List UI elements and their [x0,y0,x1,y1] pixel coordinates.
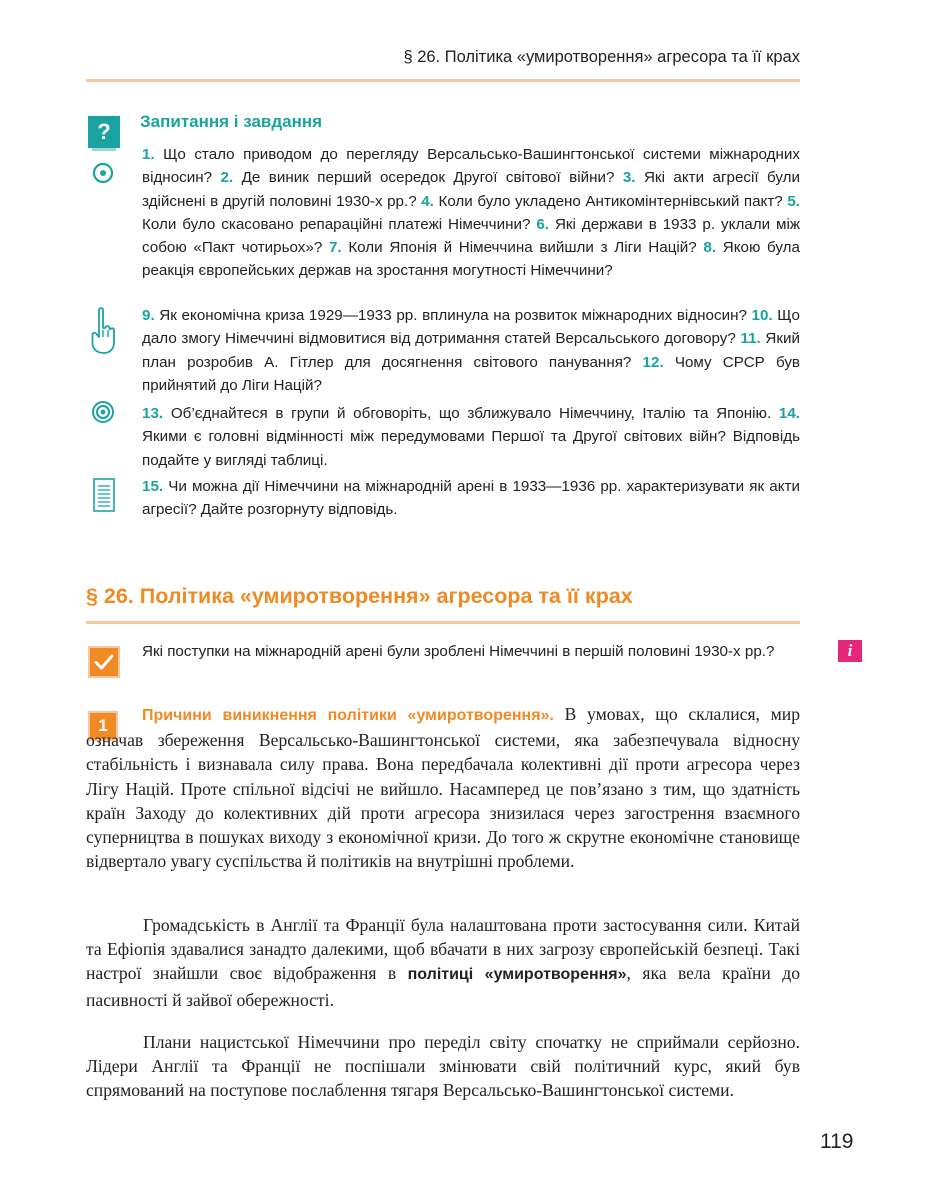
question-number: 1. [142,146,155,163]
question-text: Де виник перший осередок Другої світової війни? [233,169,623,187]
document-icon [93,478,115,512]
question-number: 13. [142,405,164,422]
questions-title: Запитання і завдання [140,112,323,131]
question-text: Що стало приводом до перегляду Версальсько-Вашингтонської системи міжнародних відносин? [142,146,800,187]
question-number: 10. [751,307,773,324]
questions-block-1 [142,143,800,283]
question-text: Коли було укладено Антикомінтернівський пакт? [433,192,788,210]
subsection-heading: Причини виникнення політики «умиротворення». [142,707,554,724]
question-icon-underline [92,148,116,151]
question-number: 11. [740,330,761,348]
subsection-number-badge: 1 [88,711,118,741]
question-number: 2. [220,169,234,187]
check-icon [88,646,120,678]
question-text: Який план розробив А. Гітлер для досягнення світового панування? [142,330,800,371]
hand-pointing-icon [86,306,118,356]
questions-block-2 [142,304,800,397]
question-text: Чи можна дії Німеччини на міжнародній арені в 1933—1936 рр. характеризувати як акти агресії? Дайте розгорнуту відповідь. [142,478,800,519]
questions-block-4 [142,475,800,522]
question-number: 14. [778,405,800,422]
paragraph-2-text-before: Громадськість в Англії та Франції була налаштована проти застосування сили. Китай та Ефіопія здавалися занадто далекими, щоб вбачати в них загрозу європейській безпеці. Такі настрої знайшли своє відображення в [86,915,800,984]
header-divider [86,79,800,82]
review-question: Які поступки на міжнародній арені були зроблені Німеччині в першій половині 1930-х рр.? [142,643,775,660]
target-dot-icon [91,161,115,185]
question-text: Які держави в 1933 р. уклали між собою «Пакт чотирьох»? [142,215,801,257]
question-text: Коли Японія й Німеччина вийшли з Ліги Націй? [341,239,704,257]
page-number: 119 [820,1130,854,1153]
paragraph-1-text: В умовах, що склалися, мир означав збереження Версальсько-Вашингтонської системи, яка забезпечувала відносну стабільність і визнавала силу права. Вона передбачала колективні дії проти агресора через Лігу Націй. Проте спільної відсічі не вийшло. Насамперед це пов’язано з тим, що здатність країн Заходу до колективних дій проти агресора знизилася через загострення взаємного суперництва в пошуках виходу з економічної кризи. До того ж скрутне економічне становище відвертало увагу суспільства й політиків на внутрішні проблеми. [86,704,800,872]
question-text: Які акти агресії були здійснені в другій половині 1930-х рр.? [142,169,800,210]
question-text: Як економічна криза 1929—1933 рр. вплинула на розвиток міжнародних відносин? [154,307,752,324]
question-number: 7. [328,239,342,257]
key-term: політиці «умиротворення» [407,966,627,984]
question-number: 3. [622,169,636,187]
question-text: Що дало змогу Німеччині відмовитися від дотримання статей Версальського договору? [142,307,800,348]
info-icon: i [838,640,862,662]
section-title: § 26. Політика «умиротворення» агресора та її крах [86,584,633,608]
question-text: Чому СРСР був прийнятий до Ліги Націй? [142,353,800,394]
question-number: 12. [642,353,664,371]
question-text: Об’єднайтеся в групи й обговоріть, що зближувало Німеччину, Італію та Японію. [163,405,779,422]
paragraph-1 [86,702,800,873]
paragraph-2 [86,913,800,1012]
section-divider [86,621,800,624]
question-number: 15. [142,478,164,495]
bullseye-icon [91,400,115,424]
question-text: Коли було скасовано репараційні платежі Німеччини? [142,215,537,233]
question-text: Якими є головні відмінності між передумовами Першої та Другої світових війн? Відповідь подайте у вигляді таблиці. [142,428,800,469]
question-icon: ? [88,116,120,148]
question-number: 9. [142,307,155,324]
running-header: § 26. Політика «умиротворення» агресора та її крах [403,48,800,66]
paragraph-2-text-after: , яка вела країни до пасивності й зайвої обережності. [86,963,800,1010]
question-number: 4. [421,192,434,210]
paragraph-3: Плани нацистської Німеччини про переділ світу спочатку не сприймали серйозно. Лідери Англії та Франції не поспішали змінювати свій політичний курс, який був спрямований на поступове послаблення тягаря Версальсько-Вашингтонської системи. [86,1032,800,1101]
question-number: 5. [787,192,800,210]
question-text: Якою була реакція європейських держав на зростання могутності Німеччини? [142,239,800,280]
questions-block-3 [142,402,800,472]
question-number: 8. [703,239,717,257]
question-number: 6. [536,215,550,233]
